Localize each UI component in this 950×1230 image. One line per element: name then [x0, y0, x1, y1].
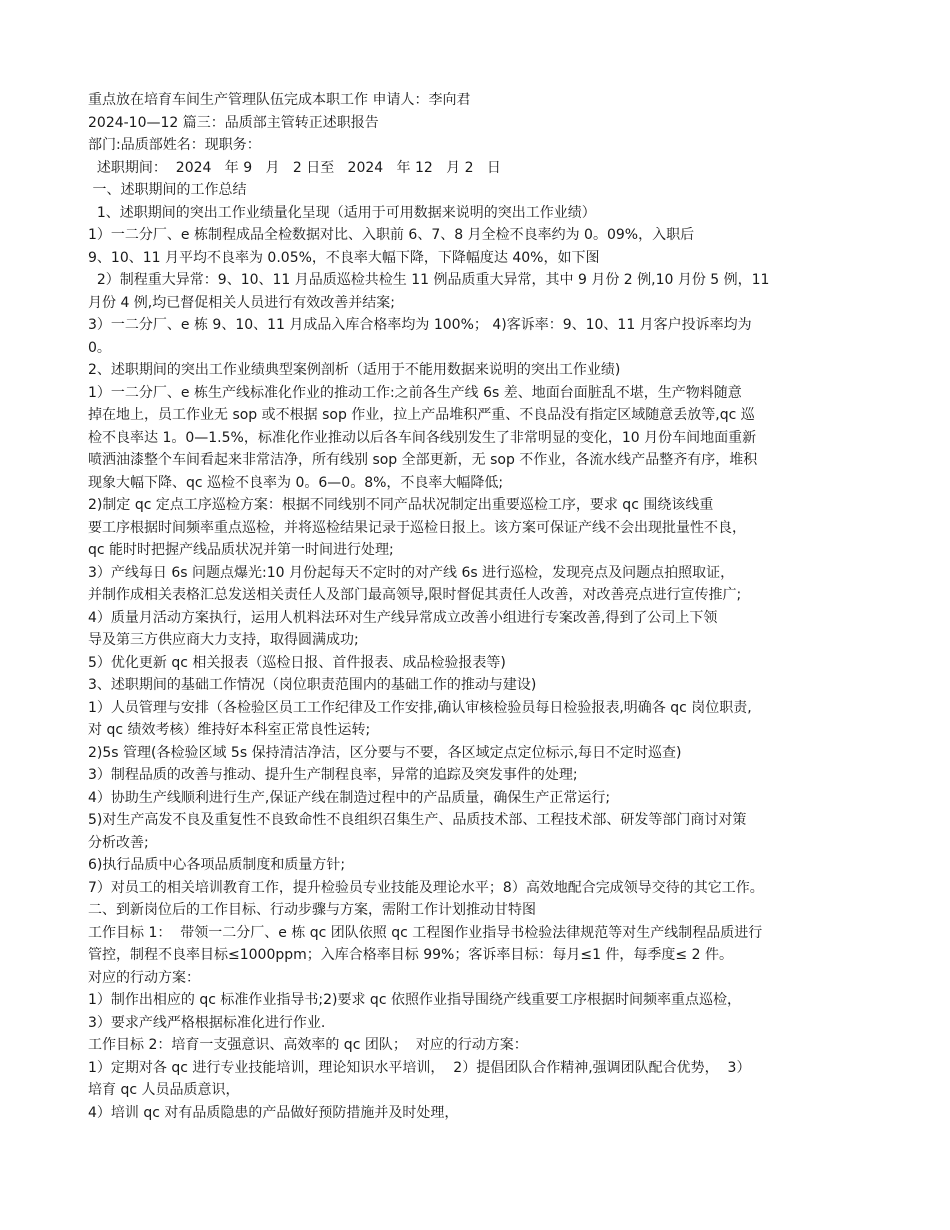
text-line: 喷洒油漆整个车间看起来非常洁净，所有线别 sop 全部更新，无 sop 不作业，各流水线产品整齐有序，堆积: [88, 452, 758, 468]
section-heading: 二、到新岗位后的工作目标、行动步骤与方案，需附工作计划推动甘特图: [88, 902, 536, 918]
text-line: 要工序根据时间频率重点巡检，并将巡检结果记录于巡检日报上。该方案可保证产线不会出现批量性不良，: [88, 519, 746, 536]
text-line: 工作目标 2：培育一支强意识、高效率的 qc 团队； 对应的行动方案：: [88, 1037, 528, 1053]
text-line: 月份 4 例,均已督促相关人员进行有效改善并结案;: [88, 294, 395, 311]
text-line: qc 能时时把握产线品质状况并第一时间进行处理;: [88, 542, 394, 558]
text-line: 并制作成相关表格汇总发送相关责任人及部门最高领导,限时督促其责任人改善，对改善亮点进行宣传推广;: [88, 587, 742, 603]
document-page: [88, 89, 878, 1124]
text-line: 重点放在培育车间生产管理队伍完成本职工作 申请人：李向君: [88, 92, 471, 108]
text-line: 对 qc 绩效考核）维持好本科室正常良性运转;: [88, 722, 371, 738]
section-heading: 一、述职期间的工作总结: [88, 182, 247, 198]
text-line: 现象大幅下降、qc 巡检不良率为 0。6—0。8%，不良率大幅降低;: [88, 474, 504, 491]
text-line: 3）要求产线严格根据标准化进行作业.: [88, 1014, 326, 1031]
text-line: 1）一二分厂、e 栋生产线标准化作业的推动工作:之前各生产线 6s 差、地面台面脏乱不堪，生产物料随意: [88, 384, 742, 401]
text-line: 2024-10—12 篇三：品质部主管转正述职报告: [88, 114, 379, 131]
text-line: 1）定期对各 qc 进行专业技能培训，理论知识水平培训， 2）提倡团队合作精神,强调团队配合优势， 3）: [88, 1059, 751, 1076]
text-line: 3）制程品质的改善与推动、提升生产制程良率，异常的追踪及突发事件的处理;: [88, 767, 578, 783]
text-line: 部门:品质部姓名：现职务：: [88, 137, 261, 153]
text-line: 6)执行品质中心各项品质制度和质量方针;: [88, 857, 346, 873]
subsection-heading: 2、述职期间的突出工作业绩典型案例剖析（适用于不能用数据来说明的突出工作业绩): [88, 362, 621, 378]
text-line: 述职期间： 2024 年 9 月 2 日至 2024 年 12 月 2 日: [88, 159, 501, 176]
text-line: 3）一二分厂、e 栋 9、10、11 月成品入库合格率均为 100%； 4)客诉率：9、10、11 月客户投诉率均为: [88, 317, 752, 333]
text-line: 4）质量月活动方案执行，运用人机料法环对生产线异常成立改善小组进行专案改善,得到了公司上下领: [88, 609, 718, 626]
text-line: 1）人员管理与安排（各检验区员工工作纪律及工作安排,确认审核检验员每日检验报表,明确各 qc 岗位职责,: [88, 699, 752, 716]
text-line: 2)5s 管理(各检验区域 5s 保持清洁净洁，区分要与不要，各区域定点定位标示,每日不定时巡查): [88, 744, 682, 761]
text-line: 9、10、11 月平均不良率为 0.05%，不良率大幅下降，下降幅度达 40%，如下图: [88, 249, 600, 266]
text-line: 1）制作出相应的 qc 标准作业指导书;2)要求 qc 依照作业指导围绕产线重要工序根据时间频率重点巡检，: [88, 992, 741, 1008]
text-line: 分析改善;: [88, 834, 149, 851]
text-line: 2）制程重大异常：9、10、11 月品质巡检共检生 11 例品质重大异常，其中 9 月份 2 例,10 月份 5 例，11: [88, 272, 770, 288]
text-line: 3）产线每日 6s 问题点爆光:10 月份起每天不定时的对产线 6s 进行巡检，发现亮点及问题点拍照取证，: [88, 564, 735, 581]
text-line: 2)制定 qc 定点工序巡检方案：根据不同线别不同产品状况制定出重要巡检工序，要求 qc 围绕该线重: [88, 497, 714, 513]
text-line: 4）协助生产线顺利进行生产,保证产线在制造过程中的产品质量，确保生产正常运行;: [88, 789, 611, 806]
text-line: 掉在地上，员工作业无 sop 或不根据 sop 作业，拉上产品堆积严重、不良品没有指定区域随意丢放等,qc 巡: [88, 407, 755, 423]
text-line: 5）优化更新 qc 相关报表（巡检日报、首件报表、成品检验报表等): [88, 654, 506, 671]
text-line: 1）一二分厂、e 栋制程成品全检数据对比、入职前 6、7、8 月全检不良率约为 0。09%，入职后: [88, 227, 695, 243]
subsection-heading: 1、述职期间的突出工作业绩量化呈现（适用于可用数据来说明的突出工作业绩）: [88, 204, 596, 221]
text-line: 检不良率达 1。0—1.5%，标准化作业推动以后各车间各线别发生了非常明显的变化，10 月份车间地面重新: [88, 429, 757, 446]
subsection-heading: 3、述职期间的基础工作情况（岗位职责范围内的基础工作的推动与建设): [88, 677, 537, 693]
text-line: 导及第三方供应商大力支持，取得圆满成功;: [88, 632, 359, 648]
text-line: 7）对员工的相关培训教育工作，提升检验员专业技能及理论水平；8）高效地配合完成领导交待的其它工作。: [88, 879, 764, 896]
text-line: 5)对生产高发不良及重复性不良致命性不良组织召集生产、品质技术部、工程技术部、研发等部门商讨对策: [88, 812, 747, 828]
text-line: 工作目标 1： 带领一二分厂、e 栋 qc 团队依照 qc 工程图作业指导书检验法律规范等对生产线制程品质进行: [88, 924, 763, 941]
text-line: 对应的行动方案：: [88, 969, 200, 986]
text-line: 4）培训 qc 对有品质隐患的产品做好预防措施并及时处理，: [88, 1104, 459, 1121]
text-line: 管控，制程不良率目标≤1000ppm；入库合格率目标 99%；客诉率目标：每月≤1 件，每季度≤ 2 件。: [88, 947, 733, 963]
text-line: 培育 qc 人员品质意识，: [88, 1082, 240, 1098]
text-line: 0。: [88, 339, 111, 356]
